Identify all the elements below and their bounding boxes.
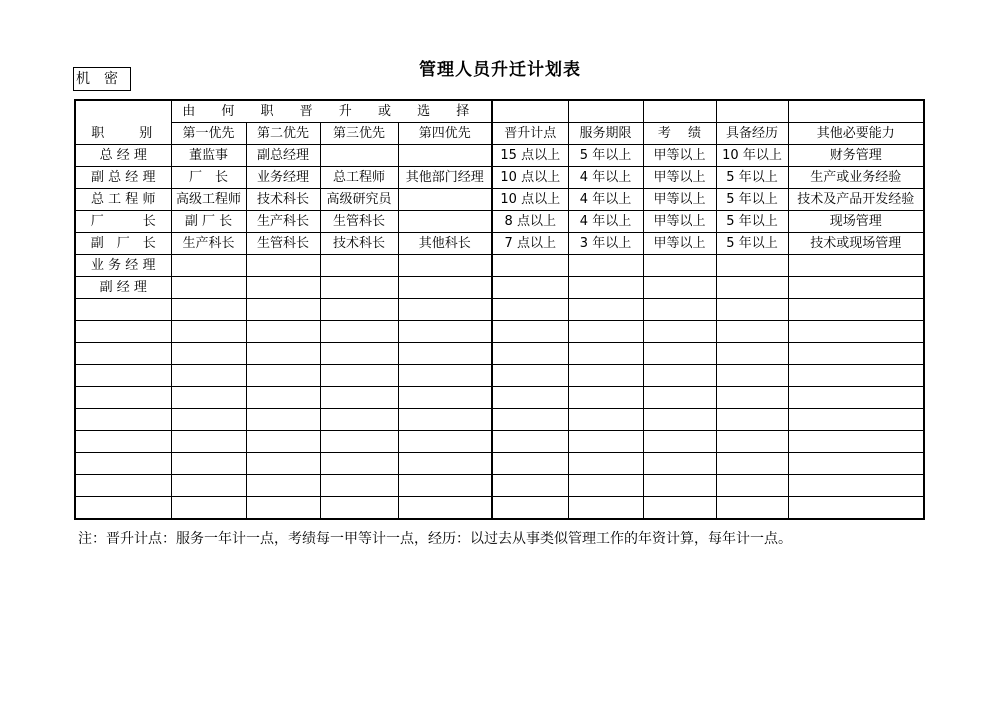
table-row	[75, 167, 924, 189]
table-cell	[398, 299, 492, 321]
column-header: 第三优先	[320, 123, 398, 145]
position-cell	[75, 343, 171, 365]
table-cell	[492, 299, 568, 321]
table-cell: 业务经理	[246, 167, 320, 189]
table-cell: 10 点以上	[492, 189, 568, 211]
table-cell: 10 年以上	[716, 145, 788, 167]
position-cell: 副 厂 长	[75, 233, 171, 255]
table-cell	[716, 475, 788, 497]
table-cell: 5 年以上	[716, 167, 788, 189]
position-cell: 总 经 理	[75, 145, 171, 167]
table-cell: 5 年以上	[716, 189, 788, 211]
table-row	[75, 321, 924, 343]
table-cell: 副总经理	[246, 145, 320, 167]
table-cell	[492, 387, 568, 409]
position-cell	[75, 431, 171, 453]
table-cell	[716, 409, 788, 431]
table-cell	[788, 453, 924, 475]
table-cell	[398, 431, 492, 453]
table-row	[75, 189, 924, 211]
table-cell: 技术或现场管理	[788, 233, 924, 255]
footnote: 注：晋升计点：服务一年计一点，考绩每一甲等计一点，经历：以过去从事类似管理工作的年资计算，每年计一点。	[78, 531, 792, 547]
table-cell	[320, 387, 398, 409]
table-cell	[568, 453, 643, 475]
table-row	[75, 233, 924, 255]
table-row	[75, 431, 924, 453]
table-cell	[246, 409, 320, 431]
table-cell	[320, 453, 398, 475]
table-cell: 总工程师	[320, 167, 398, 189]
table-cell	[171, 255, 246, 277]
table-cell	[788, 475, 924, 497]
table-cell	[643, 343, 716, 365]
table-cell: 甲等以上	[643, 211, 716, 233]
table-cell: 副 厂 长	[171, 211, 246, 233]
table-cell	[398, 343, 492, 365]
table-cell	[246, 497, 320, 520]
column-header: 第一优先	[171, 123, 246, 145]
table-cell	[643, 431, 716, 453]
table-cell	[568, 431, 643, 453]
table-cell	[788, 321, 924, 343]
table-cell: 生产科长	[171, 233, 246, 255]
table-cell	[246, 343, 320, 365]
table-cell: 5 年以上	[568, 145, 643, 167]
position-cell	[75, 321, 171, 343]
table-row	[75, 211, 924, 233]
table-cell	[643, 299, 716, 321]
table-cell	[643, 409, 716, 431]
table-cell	[716, 299, 788, 321]
table-cell	[568, 321, 643, 343]
table-cell	[492, 277, 568, 299]
table-column-header-row	[75, 123, 924, 145]
table-cell	[320, 255, 398, 277]
table-row	[75, 343, 924, 365]
table-row	[75, 255, 924, 277]
table-cell: 高级工程师	[171, 189, 246, 211]
position-header: 职 别	[75, 100, 171, 145]
column-header: 第四优先	[398, 123, 492, 145]
table-cell	[320, 409, 398, 431]
table-cell	[568, 299, 643, 321]
table-cell	[568, 277, 643, 299]
table-cell	[716, 343, 788, 365]
table-cell: 生产或业务经验	[788, 167, 924, 189]
table-cell	[398, 145, 492, 167]
table-cell	[246, 365, 320, 387]
column-header: 其他必要能力	[788, 123, 924, 145]
table-cell	[246, 387, 320, 409]
table-cell	[398, 321, 492, 343]
table-group-header-row	[75, 100, 924, 123]
position-cell	[75, 299, 171, 321]
table-cell	[716, 431, 788, 453]
table-cell	[492, 365, 568, 387]
table-cell: 生管科长	[320, 211, 398, 233]
table-cell	[788, 255, 924, 277]
table-cell: 4 年以上	[568, 189, 643, 211]
table-cell: 技术及产品开发经验	[788, 189, 924, 211]
table-cell	[398, 409, 492, 431]
table-cell: 技术科长	[320, 233, 398, 255]
table-cell	[246, 255, 320, 277]
table-cell	[320, 343, 398, 365]
document-title: 管理人员升迁计划表	[419, 60, 581, 80]
table-row	[75, 387, 924, 409]
table-cell: 10 点以上	[492, 167, 568, 189]
table-cell	[492, 431, 568, 453]
position-cell	[75, 453, 171, 475]
header-spacer	[643, 100, 716, 123]
table-cell	[492, 255, 568, 277]
column-header: 具备经历	[716, 123, 788, 145]
table-cell	[716, 321, 788, 343]
table-cell	[320, 299, 398, 321]
position-cell	[75, 475, 171, 497]
table-cell	[171, 475, 246, 497]
table-cell	[788, 365, 924, 387]
table-row	[75, 475, 924, 497]
table-cell	[643, 387, 716, 409]
table-cell	[171, 431, 246, 453]
column-header: 晋升计点	[492, 123, 568, 145]
table-cell	[398, 387, 492, 409]
table-cell	[320, 497, 398, 520]
table-row	[75, 365, 924, 387]
table-cell	[246, 453, 320, 475]
table-cell	[171, 497, 246, 520]
table-row	[75, 497, 924, 520]
table-cell	[643, 475, 716, 497]
position-cell	[75, 497, 171, 520]
table-cell	[788, 497, 924, 520]
table-cell	[643, 277, 716, 299]
table-cell	[788, 409, 924, 431]
table-cell	[643, 497, 716, 520]
position-cell	[75, 387, 171, 409]
table-cell	[320, 277, 398, 299]
table-cell	[246, 431, 320, 453]
column-header: 考 绩	[643, 123, 716, 145]
table-cell	[716, 453, 788, 475]
table-cell	[492, 343, 568, 365]
position-cell: 副 经 理	[75, 277, 171, 299]
table-cell	[320, 475, 398, 497]
table-cell: 高级研究员	[320, 189, 398, 211]
table-cell	[716, 387, 788, 409]
table-cell	[398, 475, 492, 497]
table-row	[75, 277, 924, 299]
table-row	[75, 145, 924, 167]
table-cell	[320, 321, 398, 343]
table-cell	[171, 277, 246, 299]
table-cell	[568, 475, 643, 497]
table-cell	[716, 255, 788, 277]
table-cell: 甲等以上	[643, 233, 716, 255]
table-cell	[171, 409, 246, 431]
table-cell	[492, 497, 568, 520]
table-cell	[716, 365, 788, 387]
table-cell: 甲等以上	[643, 189, 716, 211]
header-spacer	[568, 100, 643, 123]
table-cell	[643, 321, 716, 343]
table-cell: 现场管理	[788, 211, 924, 233]
table-cell	[568, 343, 643, 365]
table-cell	[320, 431, 398, 453]
position-cell: 厂 长	[75, 211, 171, 233]
table-cell	[568, 497, 643, 520]
table-cell: 其他部门经理	[398, 167, 492, 189]
table-cell	[492, 475, 568, 497]
table-cell	[568, 255, 643, 277]
table-cell: 3 年以上	[568, 233, 643, 255]
table-cell	[568, 409, 643, 431]
table-cell	[788, 277, 924, 299]
column-header: 服务期限	[568, 123, 643, 145]
table-cell	[171, 299, 246, 321]
table-cell	[398, 255, 492, 277]
table-row	[75, 453, 924, 475]
table-cell: 5 年以上	[716, 211, 788, 233]
table-cell	[398, 453, 492, 475]
position-cell	[75, 409, 171, 431]
table-cell: 厂 长	[171, 167, 246, 189]
table-cell	[568, 365, 643, 387]
position-cell: 副 总 经 理	[75, 167, 171, 189]
table-cell: 生产科长	[246, 211, 320, 233]
table-cell	[788, 343, 924, 365]
table-cell: 技术科长	[246, 189, 320, 211]
table-cell	[398, 497, 492, 520]
table-cell	[716, 277, 788, 299]
table-cell: 甲等以上	[643, 145, 716, 167]
table-cell	[171, 453, 246, 475]
table-cell: 5 年以上	[716, 233, 788, 255]
table-cell	[398, 211, 492, 233]
table-cell: 8 点以上	[492, 211, 568, 233]
table-cell	[171, 365, 246, 387]
table-cell	[171, 321, 246, 343]
table-cell: 甲等以上	[643, 167, 716, 189]
table-cell	[716, 497, 788, 520]
table-cell	[788, 299, 924, 321]
table-cell	[492, 321, 568, 343]
position-cell: 总 工 程 师	[75, 189, 171, 211]
confidential-label: 机 密	[73, 67, 131, 91]
table-cell: 4 年以上	[568, 211, 643, 233]
promotion-plan-table	[74, 99, 925, 520]
table-cell: 15 点以上	[492, 145, 568, 167]
table-cell	[398, 365, 492, 387]
table-row	[75, 409, 924, 431]
table-cell	[246, 299, 320, 321]
table-cell	[643, 255, 716, 277]
table-cell	[171, 387, 246, 409]
position-cell: 业 务 经 理	[75, 255, 171, 277]
header-spacer	[716, 100, 788, 123]
column-header: 第二优先	[246, 123, 320, 145]
table-cell: 生管科长	[246, 233, 320, 255]
table-cell	[246, 277, 320, 299]
table-cell	[398, 189, 492, 211]
table-cell	[788, 387, 924, 409]
table-row	[75, 299, 924, 321]
table-cell: 董监事	[171, 145, 246, 167]
table-cell	[492, 409, 568, 431]
table-cell	[320, 145, 398, 167]
table-cell: 财务管理	[788, 145, 924, 167]
group-header: 由 何 职 晋 升 或 选 择	[171, 100, 492, 123]
table-cell	[788, 431, 924, 453]
table-cell	[643, 453, 716, 475]
table-cell	[568, 387, 643, 409]
table-cell	[643, 365, 716, 387]
header-spacer	[492, 100, 568, 123]
table-cell: 其他科长	[398, 233, 492, 255]
table-cell	[246, 475, 320, 497]
table-cell	[320, 365, 398, 387]
position-cell	[75, 365, 171, 387]
table-cell: 7 点以上	[492, 233, 568, 255]
table-cell	[246, 321, 320, 343]
table-cell	[398, 277, 492, 299]
table-cell	[171, 343, 246, 365]
header-spacer	[788, 100, 924, 123]
table-cell	[492, 453, 568, 475]
table-cell: 4 年以上	[568, 167, 643, 189]
